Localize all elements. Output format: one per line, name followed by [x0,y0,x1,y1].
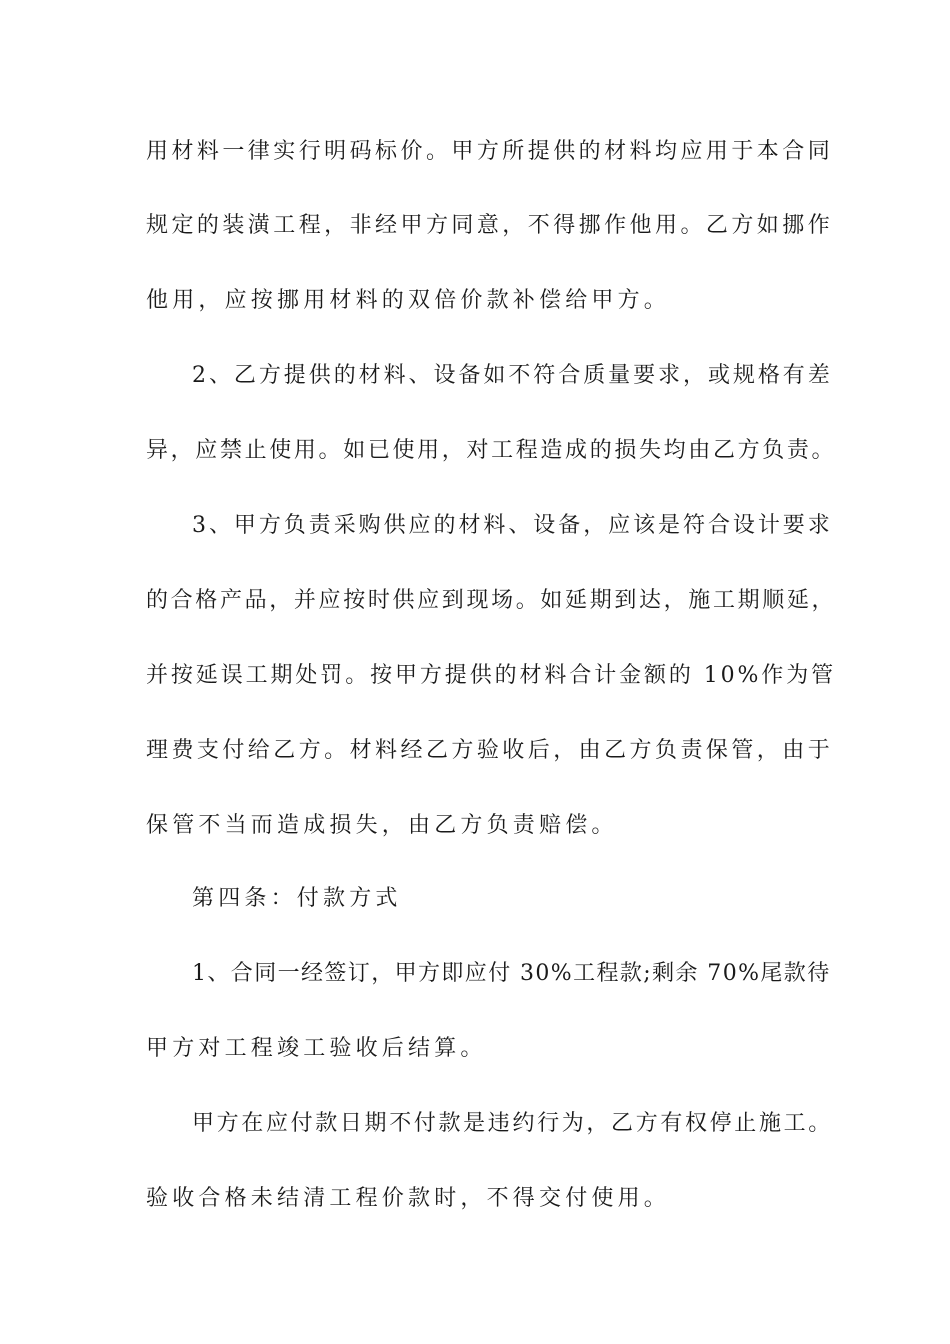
text-line: 理费支付给乙方。材料经乙方验收后，由乙方负责保管，由于 [146,738,834,763]
text-line: 并按延误工期处罚。按甲方提供的材料合计金额的 10%作为管 [146,663,836,688]
text-line: 2、乙方提供的材料、设备如不符合质量要求，或规格有差 [192,363,833,388]
text-line: 甲方对工程竣工验收后结算。 [146,1036,487,1061]
text-line: 3、甲方负责采购供应的材料、设备，应该是符合设计要求 [192,513,833,538]
text-line: 保管不当而造成损失，由乙方负责赔偿。 [146,813,618,838]
text-line: 的合格产品，并应按时供应到现场。如延期到达，施工期顺延， [146,588,837,613]
section-heading: 第四条：付款方式 [192,886,402,911]
text-line: 规定的装潢工程，非经甲方同意，不得挪作他用。乙方如挪作 [146,213,834,238]
text-line: 异，应禁止使用。如已使用，对工程造成的损失均由乙方负责。 [146,438,837,463]
text-line: 1、合同一经签订，甲方即应付 30%工程款;剩余 70%尾款待 [192,961,831,986]
text-line: 甲方在应付款日期不付款是违约行为，乙方有权停止施工。 [192,1111,833,1136]
text-line: 用材料一律实行明码标价。甲方所提供的材料均应用于本合同 [146,139,834,164]
text-line: 验收合格未结清工程价款时，不得交付使用。 [146,1186,671,1211]
text-line: 他用，应按挪用材料的双倍价款补偿给甲方。 [146,288,671,313]
